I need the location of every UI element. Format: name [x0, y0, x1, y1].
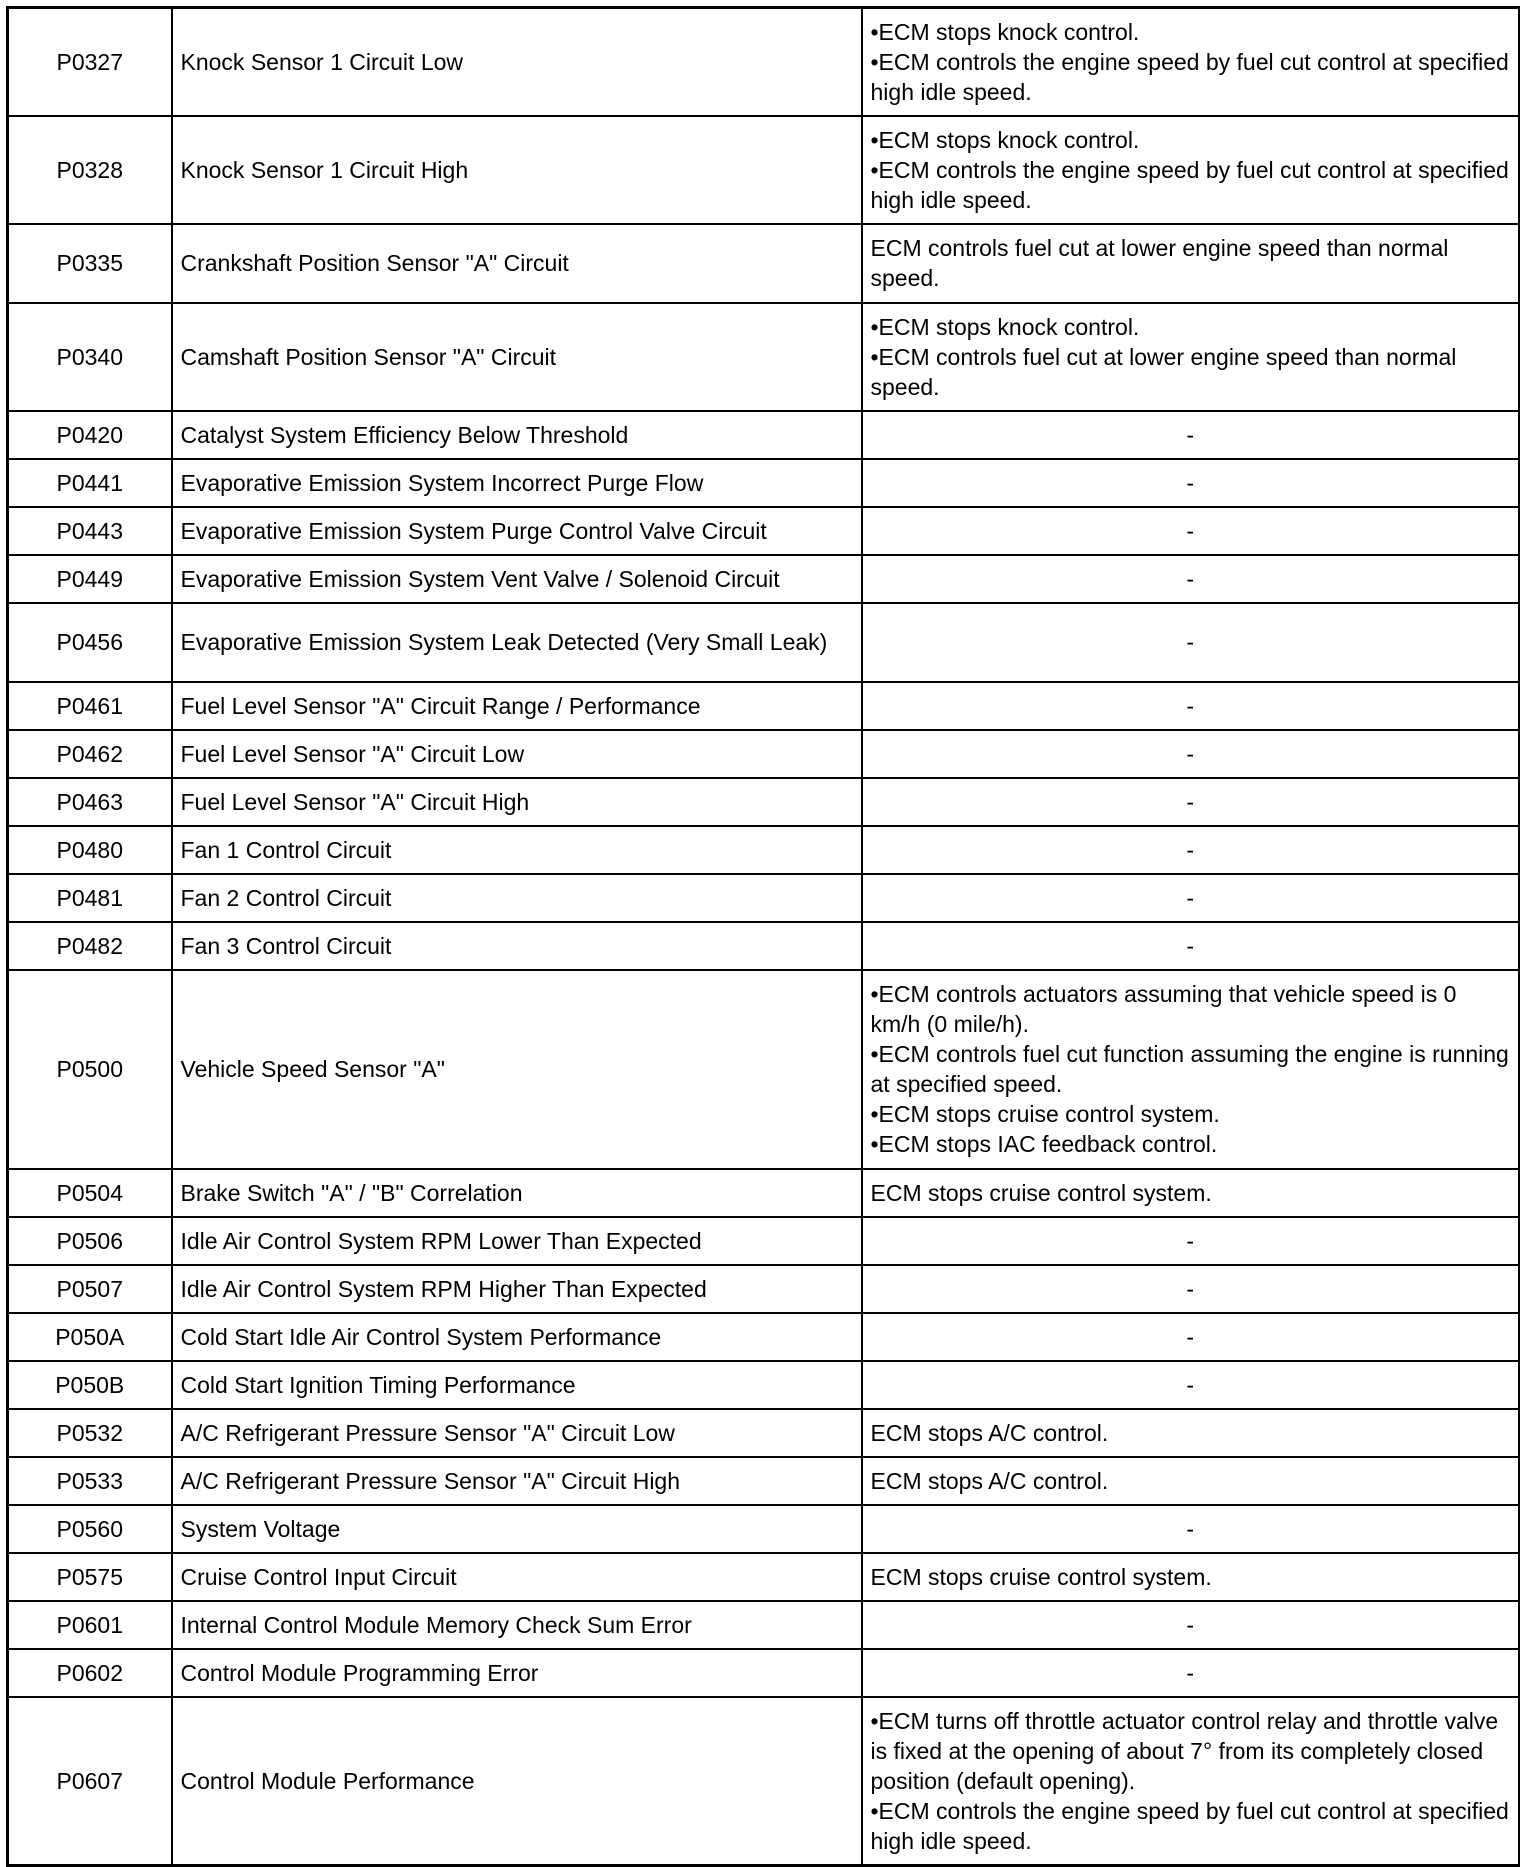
fail-safe-action-line: •ECM controls fuel cut function assuming the engine is running at specified speed.: [870, 1041, 1509, 1097]
fail-safe-cell: [862, 224, 1520, 303]
dtc-code-cell: P0461: [8, 682, 172, 730]
dtc-name-cell: Fan 1 Control Circuit: [172, 826, 862, 874]
fail-safe-cell: [862, 778, 1520, 826]
document-page: [6, 6, 1520, 1867]
fail-safe-cell: [862, 970, 1520, 1169]
dtc-table-body: [8, 8, 1520, 1866]
fail-safe-cell: [862, 8, 1520, 116]
dtc-name-cell: Idle Air Control System RPM Lower Than Expected: [172, 1217, 862, 1265]
no-action-dash: -: [1186, 692, 1195, 719]
no-action-dash: -: [1186, 884, 1195, 911]
no-action-dash: -: [1186, 1371, 1195, 1398]
dtc-name-cell: Idle Air Control System RPM Higher Than Expected: [172, 1265, 862, 1313]
no-action-dash: -: [1186, 1323, 1195, 1350]
dtc-name-cell: Cruise Control Input Circuit: [172, 1553, 862, 1601]
fail-safe-cell: [862, 1457, 1520, 1505]
fail-safe-cell: [862, 1409, 1520, 1457]
dtc-code-cell: P0335: [8, 224, 172, 303]
table-row: [8, 116, 1520, 224]
dtc-code-cell: P050B: [8, 1361, 172, 1409]
table-row: [8, 778, 1520, 826]
table-row: [8, 1361, 1520, 1409]
table-row: [8, 1553, 1520, 1601]
dtc-table: [6, 6, 1520, 1867]
dtc-code-cell: P0449: [8, 555, 172, 603]
table-row: [8, 555, 1520, 603]
dtc-code-cell: P0482: [8, 922, 172, 970]
dtc-name-cell: System Voltage: [172, 1505, 862, 1553]
no-action-dash: -: [1186, 932, 1195, 959]
fail-safe-cell: [862, 1265, 1520, 1313]
dtc-code-cell: P0420: [8, 411, 172, 459]
dtc-code-cell: P0533: [8, 1457, 172, 1505]
dtc-name-cell: Evaporative Emission System Vent Valve / Solenoid Circuit: [172, 555, 862, 603]
fail-safe-cell: [862, 1649, 1520, 1697]
no-action-dash: -: [1186, 1275, 1195, 1302]
fail-safe-cell: [862, 1361, 1520, 1409]
table-row: [8, 1601, 1520, 1649]
fail-safe-cell: [862, 682, 1520, 730]
dtc-name-cell: A/C Refrigerant Pressure Sensor "A" Circuit Low: [172, 1409, 862, 1457]
fail-safe-cell: [862, 1697, 1520, 1866]
dtc-name-cell: Fuel Level Sensor "A" Circuit Range / Performance: [172, 682, 862, 730]
dtc-code-cell: P0504: [8, 1169, 172, 1217]
dtc-name-cell: Internal Control Module Memory Check Sum Error: [172, 1601, 862, 1649]
fail-safe-action-line: •ECM stops knock control.: [870, 313, 1140, 340]
dtc-code-cell: P0506: [8, 1217, 172, 1265]
fail-safe-action-line: •ECM controls fuel cut at lower engine speed than normal speed.: [870, 343, 1457, 400]
no-action-dash: -: [1186, 1611, 1195, 1638]
table-row: [8, 1313, 1520, 1361]
dtc-name-cell: Catalyst System Efficiency Below Threshold: [172, 411, 862, 459]
dtc-name-cell: Control Module Programming Error: [172, 1649, 862, 1697]
table-row: [8, 507, 1520, 555]
table-row: [8, 1697, 1520, 1866]
dtc-code-cell: P050A: [8, 1313, 172, 1361]
table-row: [8, 1217, 1520, 1265]
dtc-name-cell: Evaporative Emission System Purge Control Valve Circuit: [172, 507, 862, 555]
dtc-code-cell: P0602: [8, 1649, 172, 1697]
fail-safe-cell: [862, 459, 1520, 507]
fail-safe-cell: [862, 411, 1520, 459]
table-row: [8, 922, 1520, 970]
dtc-name-cell: Fuel Level Sensor "A" Circuit Low: [172, 730, 862, 778]
dtc-name-cell: A/C Refrigerant Pressure Sensor "A" Circuit High: [172, 1457, 862, 1505]
dtc-code-cell: P0575: [8, 1553, 172, 1601]
dtc-name-cell: Crankshaft Position Sensor "A" Circuit: [172, 224, 862, 303]
table-row: [8, 826, 1520, 874]
dtc-name-cell: Cold Start Ignition Timing Performance: [172, 1361, 862, 1409]
dtc-code-cell: P0441: [8, 459, 172, 507]
dtc-code-cell: P0607: [8, 1697, 172, 1866]
table-row: [8, 874, 1520, 922]
fail-safe-cell: [862, 730, 1520, 778]
fail-safe-action-line: ECM stops cruise control system.: [870, 1563, 1212, 1590]
dtc-code-cell: P0340: [8, 303, 172, 411]
fail-safe-cell: [862, 303, 1520, 411]
dtc-name-cell: Fan 2 Control Circuit: [172, 874, 862, 922]
dtc-name-cell: Fuel Level Sensor "A" Circuit High: [172, 778, 862, 826]
table-row: [8, 970, 1520, 1169]
no-action-dash: -: [1186, 565, 1195, 592]
dtc-code-cell: P0560: [8, 1505, 172, 1553]
dtc-code-cell: P0456: [8, 603, 172, 682]
table-row: [8, 1457, 1520, 1505]
fail-safe-action-line: ECM stops A/C control.: [870, 1467, 1109, 1494]
no-action-dash: -: [1186, 1515, 1195, 1542]
dtc-name-cell: Cold Start Idle Air Control System Performance: [172, 1313, 862, 1361]
no-action-dash: -: [1186, 836, 1195, 863]
dtc-name-cell: Brake Switch "A" / "B" Correlation: [172, 1169, 862, 1217]
dtc-code-cell: P0480: [8, 826, 172, 874]
fail-safe-cell: [862, 874, 1520, 922]
dtc-name-cell: Camshaft Position Sensor "A" Circuit: [172, 303, 862, 411]
fail-safe-cell: [862, 826, 1520, 874]
fail-safe-action-line: •ECM stops IAC feedback control.: [870, 1131, 1218, 1157]
dtc-code-cell: P0328: [8, 116, 172, 224]
table-row: [8, 603, 1520, 682]
dtc-name-cell: Evaporative Emission System Leak Detected (Very Small Leak): [172, 603, 862, 682]
fail-safe-action-line: ECM controls fuel cut at lower engine speed than normal speed.: [870, 235, 1449, 291]
table-row: [8, 224, 1520, 303]
no-action-dash: -: [1186, 421, 1195, 448]
table-row: [8, 459, 1520, 507]
no-action-dash: -: [1186, 469, 1195, 496]
fail-safe-cell: [862, 603, 1520, 682]
fail-safe-action-line: ECM stops A/C control.: [870, 1419, 1109, 1446]
fail-safe-action-line: •ECM stops cruise control system.: [870, 1101, 1220, 1127]
dtc-code-cell: P0462: [8, 730, 172, 778]
fail-safe-action-line: •ECM controls the engine speed by fuel cut control at specified high idle speed.: [870, 1797, 1509, 1854]
table-row: [8, 1505, 1520, 1553]
table-row: [8, 1169, 1520, 1217]
fail-safe-cell: [862, 1217, 1520, 1265]
fail-safe-action-line: •ECM stops knock control.: [870, 126, 1140, 153]
table-row: [8, 1265, 1520, 1313]
table-row: [8, 682, 1520, 730]
table-row: [8, 730, 1520, 778]
dtc-name-cell: Evaporative Emission System Incorrect Purge Flow: [172, 459, 862, 507]
fail-safe-action-line: •ECM controls the engine speed by fuel cut control at specified high idle speed.: [870, 48, 1509, 105]
table-row: [8, 303, 1520, 411]
dtc-name-cell: Fan 3 Control Circuit: [172, 922, 862, 970]
fail-safe-cell: [862, 1601, 1520, 1649]
fail-safe-cell: [862, 507, 1520, 555]
dtc-code-cell: P0463: [8, 778, 172, 826]
fail-safe-cell: [862, 555, 1520, 603]
no-action-dash: -: [1186, 517, 1195, 544]
table-row: [8, 1649, 1520, 1697]
no-action-dash: -: [1186, 740, 1195, 767]
fail-safe-action-line: •ECM controls the engine speed by fuel cut control at specified high idle speed.: [870, 156, 1509, 213]
fail-safe-cell: [862, 922, 1520, 970]
dtc-name-cell: Vehicle Speed Sensor "A": [172, 970, 862, 1169]
no-action-dash: -: [1186, 1659, 1195, 1686]
fail-safe-cell: [862, 1313, 1520, 1361]
dtc-code-cell: P0601: [8, 1601, 172, 1649]
fail-safe-action-line: •ECM turns off throttle actuator control relay and throttle valve is fixed at the opening of about 7° from its completely closed position (default opening).: [870, 1707, 1499, 1794]
table-row: [8, 411, 1520, 459]
dtc-code-cell: P0443: [8, 507, 172, 555]
no-action-dash: -: [1186, 1227, 1195, 1254]
dtc-name-cell: Knock Sensor 1 Circuit High: [172, 116, 862, 224]
dtc-code-cell: P0481: [8, 874, 172, 922]
dtc-code-cell: P0327: [8, 8, 172, 116]
dtc-code-cell: P0507: [8, 1265, 172, 1313]
fail-safe-action-line: •ECM stops knock control.: [870, 18, 1140, 45]
fail-safe-cell: [862, 116, 1520, 224]
table-row: [8, 8, 1520, 116]
no-action-dash: -: [1186, 629, 1195, 655]
no-action-dash: -: [1186, 788, 1195, 815]
dtc-name-cell: Knock Sensor 1 Circuit Low: [172, 8, 862, 116]
fail-safe-action-line: ECM stops cruise control system.: [870, 1179, 1212, 1206]
dtc-code-cell: P0532: [8, 1409, 172, 1457]
dtc-name-cell: Control Module Performance: [172, 1697, 862, 1866]
table-row: [8, 1409, 1520, 1457]
fail-safe-cell: [862, 1553, 1520, 1601]
fail-safe-cell: [862, 1169, 1520, 1217]
fail-safe-cell: [862, 1505, 1520, 1553]
fail-safe-action-line: •ECM controls actuators assuming that vehicle speed is 0 km/h (0 mile/h).: [870, 981, 1457, 1037]
dtc-code-cell: P0500: [8, 970, 172, 1169]
